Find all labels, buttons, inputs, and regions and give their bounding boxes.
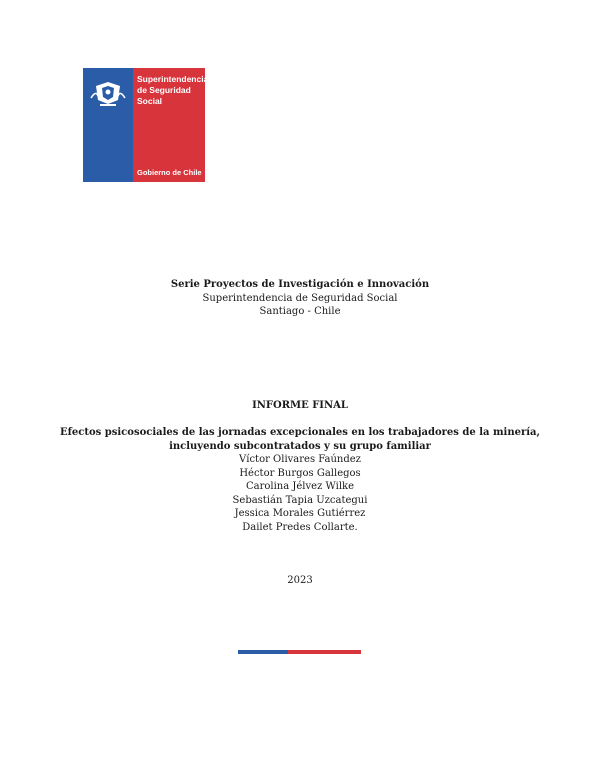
institution-logo xyxy=(83,68,209,182)
series-organization: Superintendencia de Seguridad Social xyxy=(202,292,398,304)
series-title: Serie Proyectos de Investigación e Innovación xyxy=(170,279,430,290)
footer-bar-blue xyxy=(238,650,288,654)
logo-line-2: de Seguridad xyxy=(137,85,191,95)
report-year: 2023 xyxy=(287,575,313,586)
series-city: Santiago - Chile xyxy=(259,306,341,317)
author-name: Sebastián Tapia Uzcategui xyxy=(232,494,368,506)
chile-coat-of-arms-icon xyxy=(88,76,128,108)
report-label: INFORME FINAL xyxy=(252,400,348,411)
year-block xyxy=(0,574,600,588)
author-name: Carolina Jélvez Wilke xyxy=(245,481,354,492)
series-block xyxy=(0,278,600,319)
logo-government-label: Gobierno de Chile xyxy=(137,168,202,177)
author-name: Héctor Burgos Gallegos xyxy=(239,467,361,479)
report-title-line-2: incluyendo subcontratados y su grupo familiar xyxy=(169,440,431,452)
author-name: Víctor Olivares Faúndez xyxy=(239,454,361,465)
footer-bar-red xyxy=(288,650,361,654)
author-name: Dailet Predes Collarte. xyxy=(242,521,358,533)
logo-institution-name xyxy=(137,74,208,107)
authors-list xyxy=(0,453,600,534)
report-title-block xyxy=(0,426,600,453)
logo-line-1: Superintendencia xyxy=(137,74,209,84)
report-title-line-1: Efectos psicosociales de las jornadas excepcionales en los trabajadores de la minería, xyxy=(59,427,541,438)
report-label-block xyxy=(0,399,600,413)
footer-color-bar xyxy=(238,650,361,654)
author-name: Jessica Morales Gutiérrez xyxy=(234,508,366,519)
logo-line-3: Social xyxy=(137,96,163,106)
logo-blue-panel xyxy=(83,68,133,182)
logo-red-panel xyxy=(133,68,209,182)
